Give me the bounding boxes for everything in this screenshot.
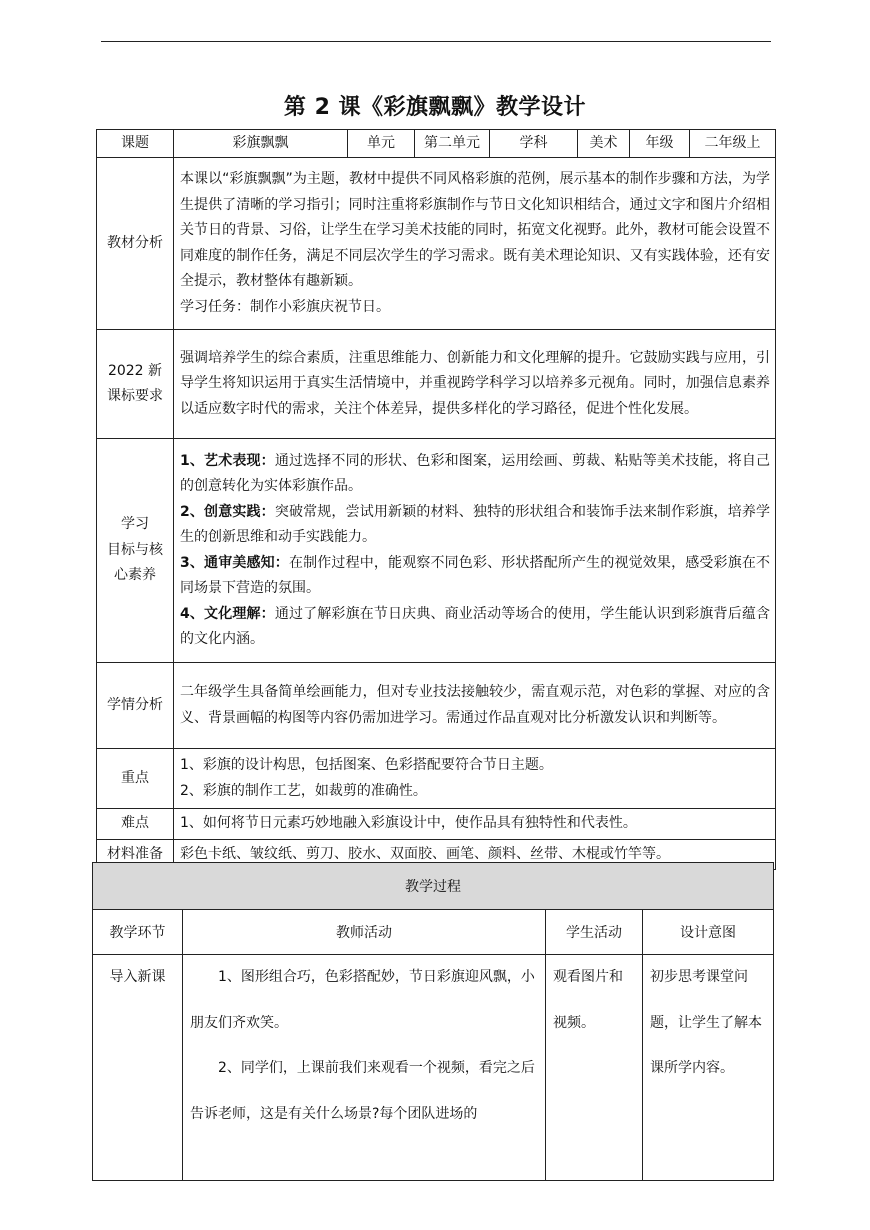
teacher-activity-cell: [183, 955, 546, 1181]
goal-item: [180, 449, 770, 500]
key-points-row: [97, 749, 776, 809]
process-row: [93, 955, 774, 1181]
goal-item: [180, 602, 770, 653]
topic-label: 课题: [97, 130, 174, 158]
standard-label-line1: 2022 新: [107, 362, 163, 379]
textbook-label: 教材分析: [97, 158, 174, 330]
column-stage: 教学环节: [93, 910, 183, 955]
unit-value: 第二单元: [415, 130, 490, 158]
goal-text: 在制作过程中，能观察不同色彩、形状搭配所产生的视觉效果，感受彩旗在不同场景下营造的氛围。: [180, 554, 770, 596]
column-intent: 设计意图: [643, 910, 774, 955]
subject-label: 学科: [490, 130, 578, 158]
goals-label-line1: 学习: [121, 516, 149, 533]
key-points-content: [174, 749, 776, 809]
grade-label: 年级: [630, 130, 690, 158]
students-label: 学情分析: [97, 663, 174, 749]
goals-content: [174, 439, 776, 663]
goal-text: 通过了解彩旗在节日庆典、商业活动等场合的使用，学生能认识到彩旗背后蕴含的文化内涵。: [180, 605, 770, 647]
lesson-info-table: [96, 129, 776, 870]
design-intent-cell: 初步思考课堂问题，让学生了解本课所学内容。: [643, 955, 774, 1181]
goal-title: 4、文化理解：: [180, 605, 275, 622]
goals-label-line3: 心素养: [114, 567, 156, 584]
goal-title: 3、通审美感知：: [180, 554, 289, 571]
goal-title: 2、创意实践：: [180, 503, 275, 520]
student-activity-cell: 观看图片和视频。: [546, 955, 643, 1181]
process-header: 教学过程: [93, 863, 774, 910]
standard-label: [97, 330, 174, 439]
teacher-activity-p1: 1、图形组合巧，色彩搭配妙，节日彩旗迎风飘，小朋友们齐欢笑。: [190, 969, 535, 1031]
difficulty-label: 难点: [97, 809, 174, 840]
difficulty-text: 1、如何将节日元素巧妙地融入彩旗设计中，使作品具有独特性和代表性。: [174, 809, 776, 840]
standard-text: 强调培养学生的综合素质，注重思维能力、创新能力和文化理解的提升。它鼓励实践与应用，引导学生将知识运用于真实生活情境中，并重视跨学科学习以培养多元视角。同时，加强信息素养以适应数字时代的需求，关注个体差异，提供多样化的学习路径，促进个性化发展。: [174, 330, 776, 439]
students-text: 二年级学生具备简单绘画能力，但对专业技法接触较少，需直观示范，对色彩的掌握、对应的含义、背景画幅的构图等内容仍需加进学习。需通过作品直观对比分析激发认识和判断等。: [174, 663, 776, 749]
goals-row: [97, 439, 776, 663]
info-row: [97, 130, 776, 158]
textbook-task: 学习任务：制作小彩旗庆祝节日。: [180, 298, 390, 315]
page-title: 第 2 课《彩旗飘飘》教学设计: [283, 95, 587, 120]
students-row: [97, 663, 776, 749]
process-header-row: [93, 863, 774, 910]
teaching-process-table: [92, 862, 774, 1181]
goals-label: [97, 439, 174, 663]
stage-cell: 导入新课: [93, 955, 183, 1181]
textbook-content: [174, 158, 776, 330]
goal-text: 突破常规，尝试用新颖的材料、独特的形状组合和装饰手法来制作彩旗，培养学生的创新思维和动手实践能力。: [180, 503, 770, 545]
subject-value: 美术: [578, 130, 630, 158]
standard-label-line2: 课标要求: [107, 388, 163, 404]
materials-label: 材料准备: [97, 839, 174, 870]
column-teacher: 教师活动: [183, 910, 546, 955]
goal-text: 通过选择不同的形状、色彩和图案，运用绘画、剪裁、粘贴等美术技能，将自己的创意转化为实体彩旗作品。: [180, 452, 770, 494]
goals-label-line2: 目标与核: [107, 541, 163, 558]
column-student: 学生活动: [546, 910, 643, 955]
key-point-item: 2、彩旗的制作工艺，如裁剪的准确性。: [180, 782, 427, 799]
topic-value: 彩旗飘飘: [174, 130, 348, 158]
key-points-label: 重点: [97, 749, 174, 809]
unit-label: 单元: [348, 130, 415, 158]
grade-value: 二年级上: [690, 130, 776, 158]
goal-title: 1、艺术表现：: [180, 452, 275, 469]
teacher-activity-p2: 2、同学们，上课前我们来观看一个视频，看完之后告诉老师，这是有关什么场景?每个团队进场的: [190, 1060, 535, 1122]
goal-item: [180, 551, 770, 602]
materials-text: 彩色卡纸、皱纹纸、剪刀、胶水、双面胶、画笔、颜料、丝带、木棍或竹竿等。: [174, 839, 776, 870]
process-columns-row: [93, 910, 774, 955]
standard-row: [97, 330, 776, 439]
textbook-text: 本课以“彩旗飘飘”为主题，教材中提供不同风格彩旗的范例，展示基本的制作步骤和方法，为学生提供了清晰的学习指引；同时注重将彩旗制作与节日文化知识相结合，通过文字和图片介绍相关节日的背景、习俗，让学生在学习美术技能的同时，拓宽文化视野。此外，教材可能会设置不同难度的制作任务，满足不同层次学生的学习需求。既有美术理论知识、又有实践体验，还有安全提示，教材整体有趣新颖。: [180, 171, 770, 289]
goal-item: [180, 500, 770, 551]
difficulty-row: [97, 809, 776, 840]
textbook-row: [97, 158, 776, 330]
key-point-item: 1、彩旗的设计构思，包括图案、色彩搭配要符合节日主题。: [180, 757, 553, 773]
header-rule: [101, 41, 771, 42]
